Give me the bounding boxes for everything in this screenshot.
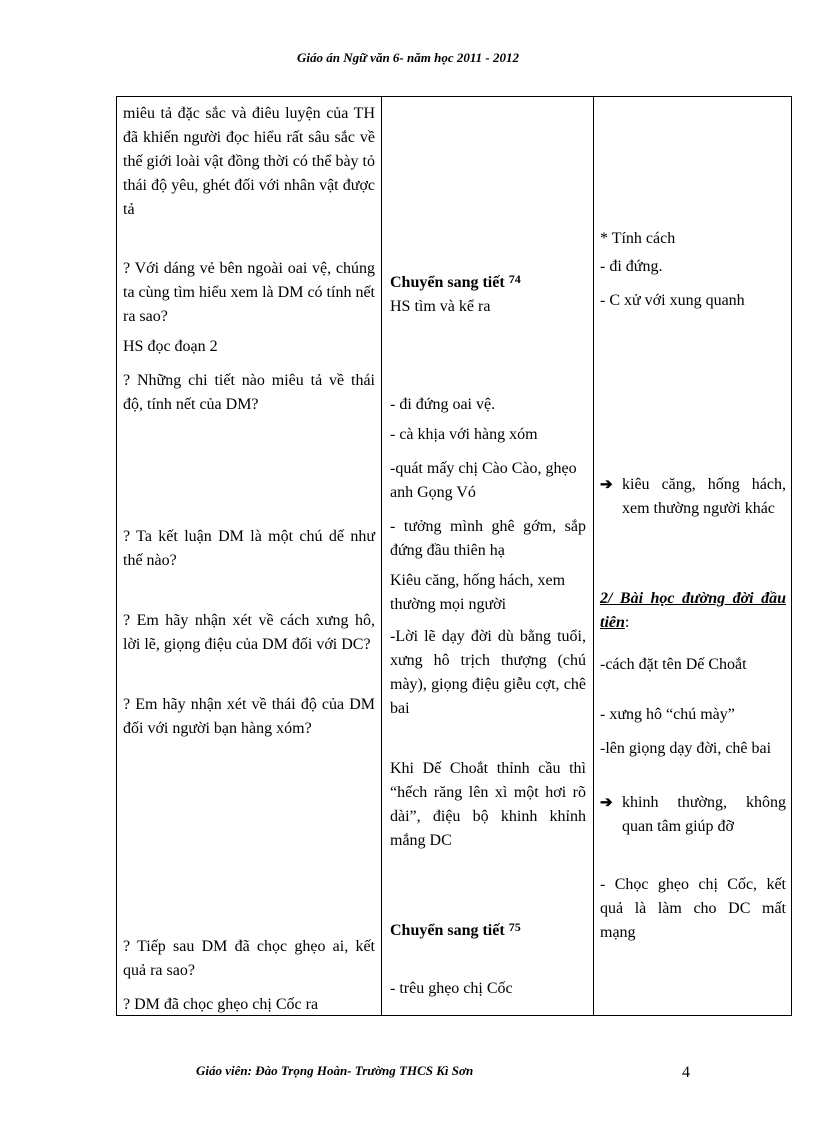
note-conclusion (600, 473, 786, 521)
activity: - trêu ghẹo chị Cốc (390, 980, 513, 997)
activity: Khi Dế Choắt thỉnh cầu thì “hếch răng lên xì một hơi rõ dài”, điệu bộ khinh khỉnh mắng DC (390, 760, 586, 849)
note-text: kiêu căng, hống hách, xem thường người khác (622, 476, 786, 517)
lesson-number: 75 (508, 920, 521, 934)
note: -cách đặt tên Dế Choắt (600, 656, 747, 673)
lesson-number: 74 (508, 272, 521, 286)
activity: -quát mấy chị Cào Cào, ghẹo anh Gọng Vó (390, 460, 577, 501)
activity: Kiêu căng, hống hách, xem thường mọi người (390, 572, 566, 613)
note: - đi đứng. (600, 258, 663, 275)
lesson-transition (390, 267, 586, 295)
section-heading (600, 587, 786, 635)
note: * Tính cách (600, 230, 676, 247)
column-notes (594, 97, 791, 1015)
arrow-right-icon: ➔ (600, 795, 613, 811)
page-number: 4 (682, 1064, 690, 1081)
transition-label: Chuyển sang tiết (390, 274, 505, 291)
activity: HS tìm và kể ra (390, 298, 491, 315)
question: ? Tiếp sau DM đã chọc ghẹo ai, kết quả ra sao? (123, 938, 375, 979)
lesson-transition (390, 915, 586, 943)
activity: - tưởng mình ghê gớm, sắp đứng đầu thiên hạ (390, 518, 586, 559)
heading-text: 2/ Bài học đường đời đầu tiên (600, 590, 786, 631)
note: - C xử với xung quanh (600, 292, 745, 309)
lesson-table (116, 96, 792, 1016)
heading-suffix: : (624, 614, 630, 631)
question: ? Những chi tiết nào miêu tả về thái độ, tính nết của DM? (123, 372, 375, 413)
note: -lên giọng dạy đời, chê bai (600, 740, 772, 757)
activity: -Lời lẽ dạy đời dù bằng tuổi, xưng hô trịch thượng (chú mày), giọng điệu giễu cợt, chê bai (390, 628, 586, 717)
page-header: Giáo án Ngữ văn 6- năm học 2011 - 2012 (297, 50, 519, 65)
note-conclusion (600, 791, 786, 839)
page-footer: Giáo viên: Đào Trọng Hoàn- Trường THCS Kì Sơn (196, 1063, 474, 1078)
column-activities (382, 97, 594, 1015)
activity: - đi đứng oai vệ. (390, 396, 496, 413)
question: ? Ta kết luận DM là một chú dế như thế nào? (123, 528, 375, 569)
note: - Chọc ghẹo chị Cốc, kết quả là làm cho DC mất mạng (600, 876, 786, 941)
question: ? Em hãy nhận xét về cách xưng hô, lời lẽ, giọng điệu của DM đối với DC? (123, 612, 375, 653)
activity: - cà khịa với hàng xóm (390, 426, 538, 443)
transition-label: Chuyển sang tiết (390, 922, 505, 939)
question: ? DM đã chọc ghẹo chị Cốc ra (123, 996, 319, 1013)
question: ? Với dáng vẻ bên ngoài oai vệ, chúng ta cùng tìm hiểu xem là DM có tính nết ra sao? (123, 260, 375, 325)
text-paragraph: miêu tả đặc sắc và điêu luyện của TH đã khiến người đọc hiểu rất sâu sắc về thế giới loài vật đồng thời có thể bày tỏ thái độ yêu, ghét đối với nhân vật được tả (123, 105, 375, 218)
text-paragraph: HS đọc đoạn 2 (123, 338, 218, 355)
note-text: khinh thường, không quan tâm giúp đỡ (622, 794, 786, 835)
note: - xưng hô “chú mày” (600, 706, 735, 723)
question: ? Em hãy nhận xét về thái độ của DM đối với người bạn hàng xóm? (123, 696, 375, 737)
column-questions (117, 97, 382, 1015)
arrow-right-icon: ➔ (600, 477, 613, 493)
